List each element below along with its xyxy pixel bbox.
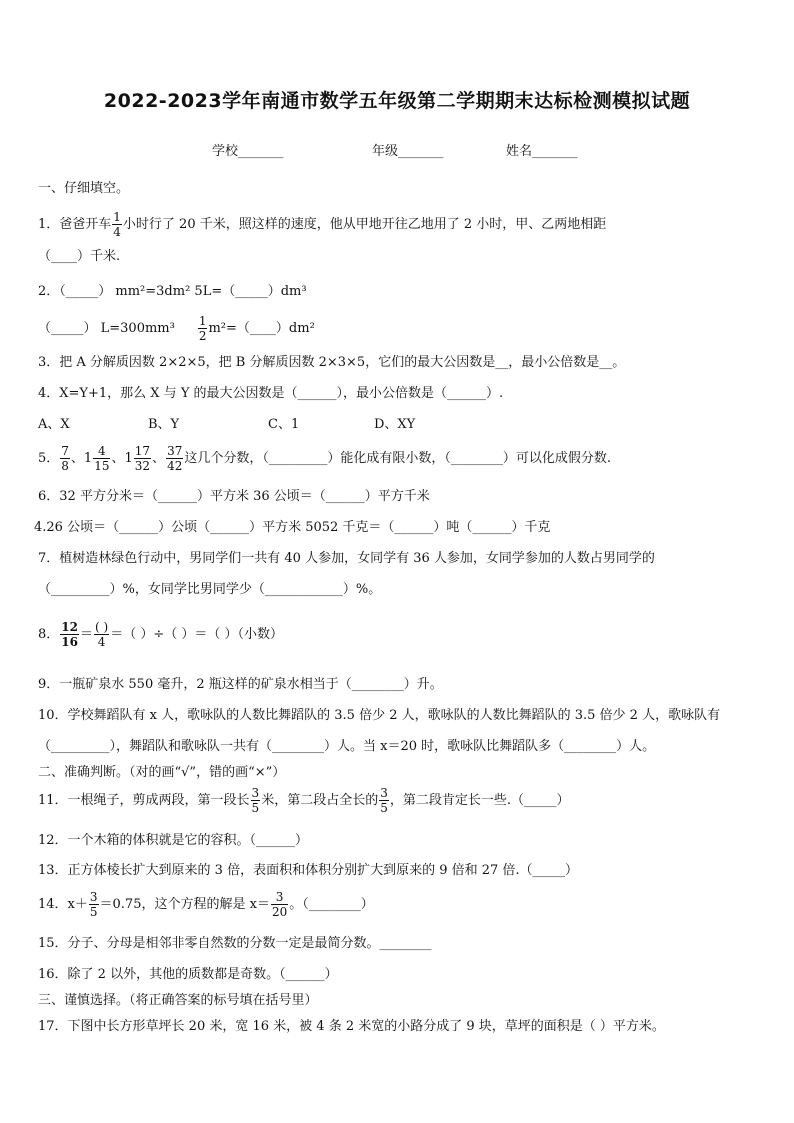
question-5[interactable]: [38, 444, 611, 473]
question-9[interactable]: 9．一瓶矿泉水 550 毫升，2 瓶这样的矿泉水相当于（________）升。: [38, 677, 443, 692]
page-title: 2022-2023学年南通市数学五年级第二学期期末达标检测模拟试题: [103, 90, 691, 112]
question-1: [38, 210, 606, 239]
question-6-line-2[interactable]: 4.26 公顷＝（______）公顷（______）平方米 5052 千克＝（______）吨（______）千克: [34, 520, 551, 535]
question-7-line-2[interactable]: （_________）%，女同学比男同学少（____________）%。: [38, 582, 382, 597]
q8-rest: ＝（ ）÷（ ）＝（ ）（小数）: [110, 627, 283, 642]
question-4[interactable]: 4．X=Y+1，那么 X 与 Y 的最大公因数是（______），最小公倍数是（______）.: [38, 386, 504, 401]
q8-fraction-2[interactable]: $\frac{( )}{4}$: [95, 620, 109, 649]
q5-sep-1: 、1: [70, 451, 93, 466]
q14-fraction-1: $\frac{3}{5}$: [89, 890, 98, 919]
school-field[interactable]: 学校_______: [212, 144, 284, 159]
question-2-line-2[interactable]: [38, 314, 315, 343]
q1-text-b: 小时行了 20 千米，照这样的速度，他从甲地开往乙地用了 2 小时，甲、乙两地相距: [122, 217, 607, 232]
question-3[interactable]: 3．把 A 分解质因数 2×2×5，把 B 分解质因数 2×3×5，它们的最大公因数是__，最小公倍数是__。: [38, 355, 626, 370]
q5-fraction-4: $\frac{37}{42}$: [167, 444, 183, 473]
question-10-line-1: 10．学校舞蹈队有 x 人，歌咏队的人数比舞蹈队的 3.5 倍少 2 人，歌咏队的人数比舞蹈队的 3.5 倍少 2 人，歌咏队有: [38, 708, 721, 723]
q8-equals: ＝: [79, 627, 93, 642]
q5-suffix: 这几个分数，（_________）能化成有限小数，（________）可以化成假分数.: [184, 451, 611, 466]
q5-sep-3: 、: [152, 451, 166, 466]
question-4-option-c[interactable]: C、1: [268, 417, 300, 432]
name-field[interactable]: 姓名_______: [506, 144, 578, 159]
q5-sep-2: 、1: [111, 451, 133, 466]
q1-fraction: $\frac{1}{4}$: [113, 210, 121, 239]
question-1-answer[interactable]: （____）千米.: [38, 249, 121, 264]
q1-text-a: 1．爸爸开车: [38, 217, 112, 232]
question-14[interactable]: [38, 890, 374, 919]
question-17[interactable]: 17．下图中长方形草坪长 20 米，宽 16 米，被 4 条 2 米宽的小路分成了 9 块，草坪的面积是（ ）平方米。: [38, 1019, 665, 1034]
q11-text-c: ，第二段肯定长一些.（_____）: [389, 793, 570, 808]
q14-text-b: ＝0.75，这个方程的解是 x＝: [99, 897, 270, 912]
section-2-heading: 二、准确判断。（对的画“√”，错的画“×”）: [38, 765, 286, 780]
question-8[interactable]: [38, 620, 283, 649]
q2-text-b: m²=（____）dm²: [208, 321, 315, 336]
q2-text-a: （_____） L=300mm³: [38, 321, 175, 336]
question-2-line-1[interactable]: 2．（_____） mm²=3dm² 5L=（_____）dm³: [38, 284, 307, 299]
q11-text-a: 11．一根绳子，剪成两段，第一段长: [38, 793, 250, 808]
question-13[interactable]: 13．正方体棱长扩大到原来的 3 倍，表面积和体积分别扩大到原来的 9 倍和 27 倍.（_____）: [38, 863, 579, 878]
q8-fraction-1: $\frac{12}{16}$: [61, 620, 78, 649]
q11-fraction-1: $\frac{3}{5}$: [251, 786, 260, 815]
question-12[interactable]: 12．一个木箱的体积就是它的容积。（______）: [38, 833, 309, 848]
question-6-line-1[interactable]: 6．32 平方分米＝（______）平方米 36 公顷＝（______）平方千米: [38, 489, 430, 504]
q5-fraction-1: $\frac{7}{8}$: [61, 444, 69, 473]
q14-text-a: 14．x＋: [38, 897, 88, 912]
question-10-line-2[interactable]: （_________），舞蹈队和歌咏队一共有（________）人。当 x＝20 时，歌咏队比舞蹈队多（________）人。: [38, 739, 656, 754]
q5-fraction-3: $\frac{17}{32}$: [134, 444, 151, 473]
section-1-heading: 一、仔细填空。: [38, 181, 130, 196]
q5-prefix: 5．: [38, 451, 60, 466]
q14-fraction-2: $\frac{3}{20}$: [271, 890, 288, 919]
grade-field[interactable]: 年级_______: [372, 144, 444, 159]
question-4-option-d[interactable]: D、XY: [374, 417, 416, 432]
q5-fraction-2: $\frac{4}{15}$: [94, 444, 110, 473]
section-3-heading: 三、谨慎选择。（将正确答案的标号填在括号里）: [38, 993, 318, 1008]
q8-prefix: 8．: [38, 627, 60, 642]
question-11[interactable]: [38, 786, 569, 815]
q11-fraction-2: $\frac{3}{5}$: [380, 786, 388, 815]
q14-text-c: 。（________）: [289, 897, 374, 912]
q11-text-b: 米，第二段占全长的: [261, 793, 379, 808]
question-7-line-1: 7．植树造林绿色行动中，男同学们一共有 40 人参加，女同学有 36 人参加，女同学参加的人数占男同学的: [38, 551, 655, 566]
question-4-option-a[interactable]: A、X: [38, 417, 70, 432]
q2-fraction: $\frac{1}{2}$: [198, 314, 207, 343]
question-4-option-b[interactable]: B、Y: [148, 417, 180, 432]
question-15[interactable]: 15．分子、分母是相邻非零自然数的分数一定是最简分数。________: [38, 936, 432, 951]
question-16[interactable]: 16．除了 2 以外，其他的质数都是奇数。（______）: [38, 967, 338, 982]
